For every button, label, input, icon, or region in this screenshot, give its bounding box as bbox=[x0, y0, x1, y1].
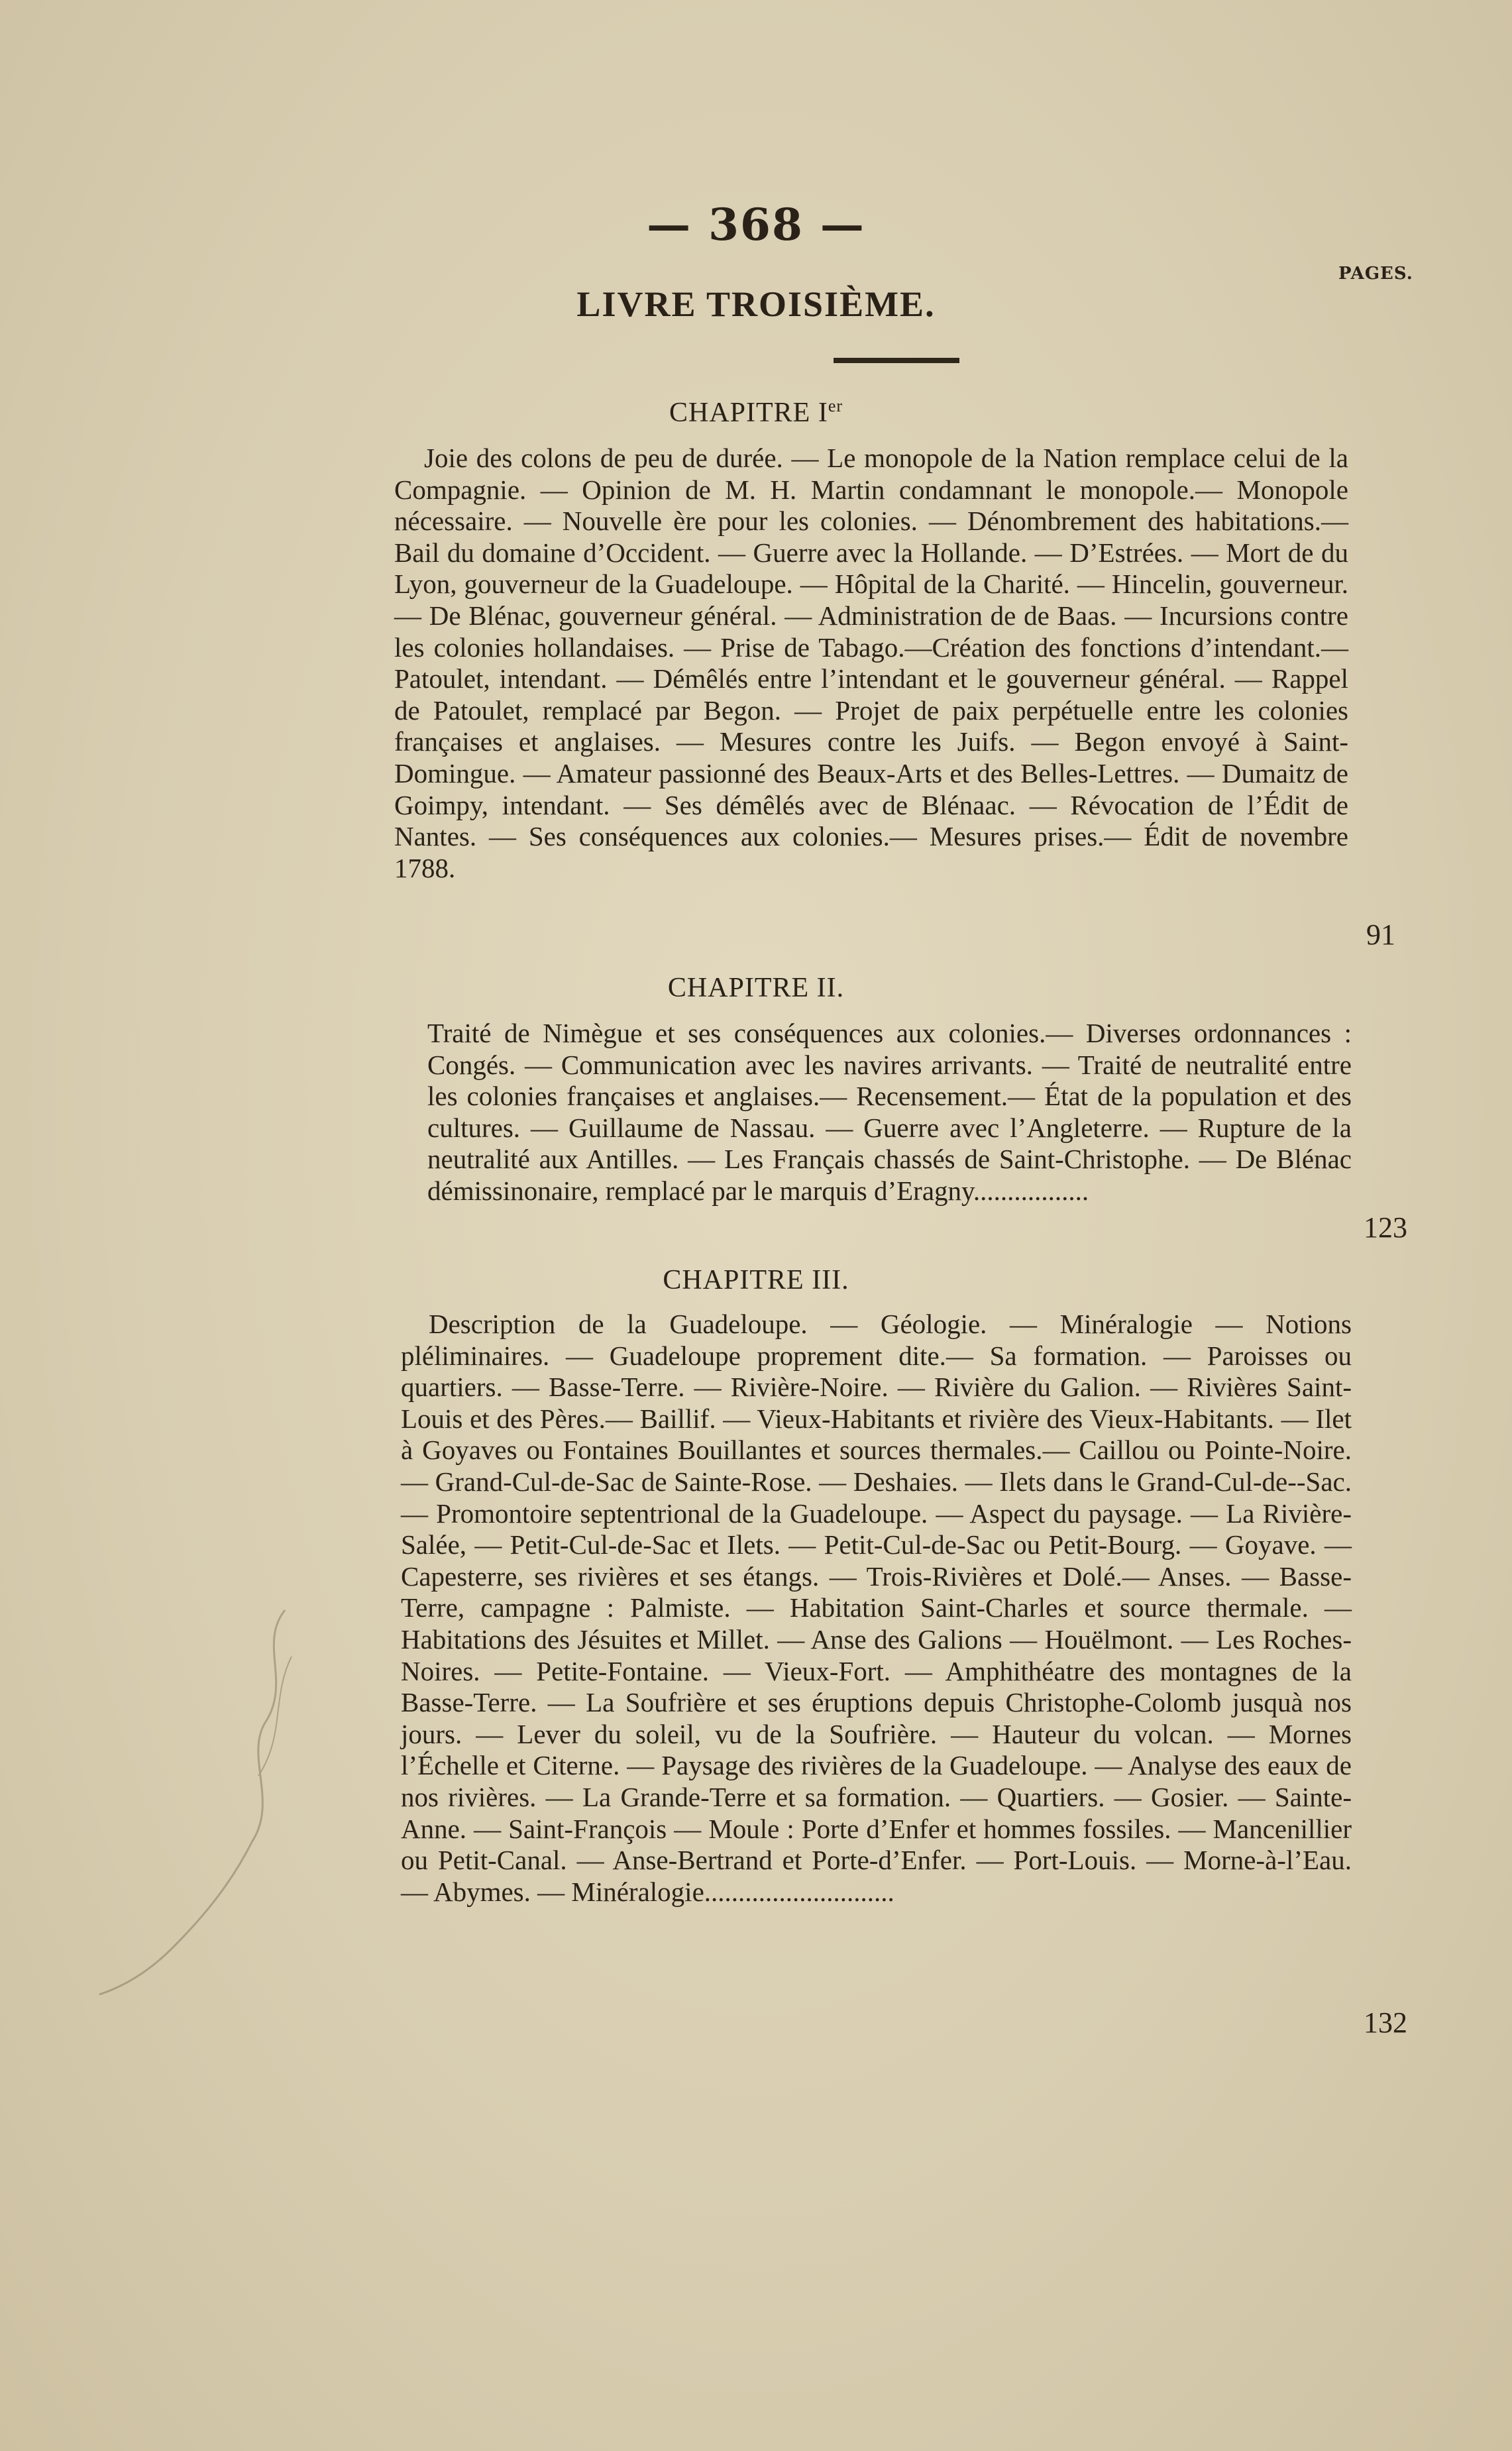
chapter-2-summary: Traité de Nimègue et ses conséquences aux colonies.— Diverses ordonnances : Congés. — Communication avec les navires arrivants. — Traité de neutralité entre les colonies françaises et anglaises.— Recensement.— État de la population et des cultures. — Guillaume de Nassau. — Guerre avec l’Angleterre. — Rupture de la neutralité aux Antilles. — Les Français chassés de Saint-Christophe. — De Blénac démissinonaire, remplacé par le marquis d’Eragny................. bbox=[427, 1018, 1352, 1206]
pages-column-label: PAGES. bbox=[1338, 264, 1413, 284]
chapter-3-heading: CHAPITRE III. bbox=[663, 1265, 849, 1295]
title-rule bbox=[834, 358, 959, 363]
chapter-1-heading bbox=[0, 396, 1512, 429]
chapter-2-page: 123 bbox=[1364, 1211, 1407, 1244]
book-title: LIVRE TROISIÈME. bbox=[576, 284, 936, 324]
chapter-1-heading-sup: er bbox=[828, 396, 843, 415]
paper-stain bbox=[93, 1604, 305, 2001]
page-number: — 368 — bbox=[647, 199, 865, 250]
chapter-1-heading-text: CHAPITRE I bbox=[669, 398, 828, 428]
chapter-1-page: 91 bbox=[1366, 918, 1395, 951]
chapter-3-page: 132 bbox=[1364, 2006, 1407, 2039]
chapter-3-summary: Description de la Guadeloupe. — Géologie. — Minéralogie — Notions pléliminaires. — Guadeloupe proprement dite.— Sa formation. — Paroisses ou quartiers. — Basse-Terre. — Rivière-Noire. — Rivière du Galion. — Rivières Saint-Louis et des Pères.— Baillif. — Vieux-Habitants et rivière des Vieux-Habitants. — Ilet à Goyaves ou Fontaines Bouillantes et sources thermales.— Caillou ou Pointe-Noire. — Grand-Cul-de-Sac de Sainte-Rose. — Deshaies. — Ilets dans le Grand-Cul-de--Sac. — Promontoire septentrional de la Guadeloupe. — Aspect du paysage. — La Rivière-Salée, — Petit-Cul-de-Sac et Ilets. — Petit-Cul-de-Sac ou Petit-Bourg. — Goyave. — Capesterre, ses rivières et ses étangs. — Trois-Rivières et Dolé.— Anses. — Basse-Terre, campagne : Palmiste. — Habitation Saint-Charles et source thermale. — Habitations des Jésuites et Millet. — Anse des Galions — Houëlmont. — Les Roches-Noires. — Petite-Fontaine. — Vieux-Fort. — Amphithéatre des montagnes de la Basse-Terre. — La Soufrière et ses éruptions depuis Christophe-Colomb jusquà nos jours. — Lever du soleil, vu de la Soufrière. — Hauteur du volcan. — Mornes l’Échelle et Citerne. — Paysage des rivières de la Guadeloupe. — Analyse des eaux de nos rivières. — La Grande-Terre et sa formation. — Quartiers. — Gosier. — Sainte-Anne. — Saint-François — Moule : Porte d’Enfer et hommes fossiles. — Mancenillier ou Petit-Canal. — Anse-Bertrand et Porte-d’Enfer. — Port-Louis. — Morne-à-l’Eau. — Abymes. — Minéralogie............................ bbox=[401, 1309, 1352, 1907]
chapter-1-summary: Joie des colons de peu de durée. — Le monopole de la Nation remplace celui de la Compagnie. — Opinion de M. H. Martin condamnant le monopole.— Monopole nécessaire. — Nouvelle ère pour les colonies. — Dénombrement des habitations.— Bail du domaine d’Occident. — Guerre avec la Hollande. — D’Estrées. — Mort de du Lyon, gouverneur de la Guadeloupe. — Hôpital de la Charité. — Hincelin, gouverneur. — De Blénac, gouverneur général. — Administration de de Baas. — Incursions contre les colonies hollandaises. — Prise de Tabago.—Création des fonctions d’intendant.— Patoulet, intendant. — Démêlés entre l’intendant et le gouverneur général. — Rappel de Patoulet, remplacé par Begon. — Projet de paix perpétuelle entre les colonies françaises et anglaises. — Mesures contre les Juifs. — Begon envoyé à Saint-Domingue. — Amateur passionné des Beaux-Arts et des Belles-Lettres. — Dumaitz de Goimpy, intendant. — Ses démêlés avec de Blénaac. — Révocation de l’Édit de Nantes. — Ses conséquences aux colonies.— Mesures prises.— Édit de novembre 1788. bbox=[394, 443, 1348, 883]
chapter-2-heading: CHAPITRE II. bbox=[667, 973, 845, 1003]
